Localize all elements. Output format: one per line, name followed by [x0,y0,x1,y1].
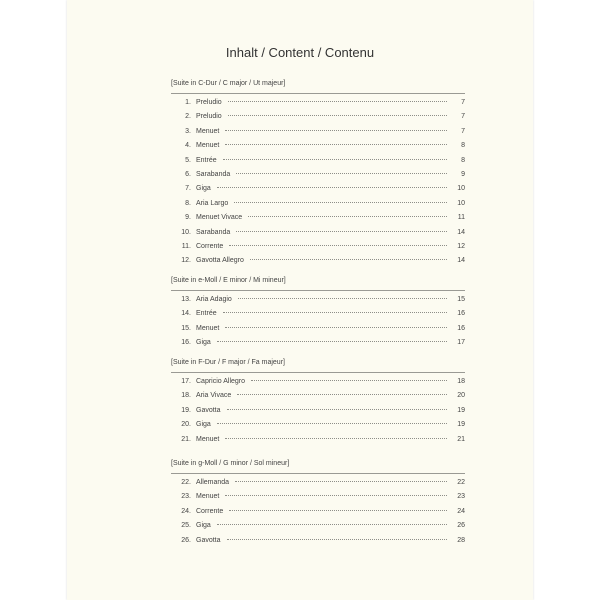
dot-leader [225,143,447,145]
toc-section [171,358,465,447]
entry-page-number: 11 [457,214,465,222]
toc-entry [171,433,465,447]
entry-number: 19. [181,406,191,414]
entry-title: Preludio [196,99,222,106]
entry-title: Aria Adagio [196,296,232,303]
page-title: Inhalt / Content / Contenu [225,45,375,60]
toc-entry [171,168,465,182]
dot-leader [248,215,447,217]
entry-title: Menuet [196,435,220,443]
dot-leader [229,509,447,511]
entry-page-number: 24 [457,507,465,515]
entry-title: Capricio Allegro [196,378,246,385]
entry-title: Menuet [196,127,220,135]
entry-title: Sarabanda [196,228,231,236]
entry-title: Corrente [196,242,224,250]
dot-leader [234,201,447,203]
toc-entry [171,96,465,110]
section-heading: [Suite in F-Dur / F major / Fa majeur] [171,358,465,373]
entry-number: 2. [185,113,191,121]
entry-page-number: 7 [461,113,465,121]
entry-title: Menuet [196,142,220,150]
toc-entry [171,110,465,124]
dot-leader [228,100,447,102]
toc-entry [171,211,465,225]
entry-page-number: 17 [457,339,465,347]
entry-page-number: 10 [457,199,465,207]
entry-title: Entrée [196,310,217,318]
toc-entry [171,375,465,389]
entry-number: 13. [181,296,191,303]
dot-leader [223,158,447,160]
entry-page-number: 7 [461,127,465,135]
toc-section [171,459,465,548]
entry-page-number: 14 [457,228,465,236]
entry-title: Gavotta [196,406,221,414]
entry-title: Aria Vivace [196,392,232,400]
toc-entry [171,534,465,548]
entry-title: Entrée [196,156,217,164]
entry-number: 10. [181,228,191,236]
toc-entry [171,125,465,139]
toc-entry [171,154,465,168]
entry-page-number: 14 [457,257,465,265]
entry-title: Giga [196,185,211,193]
dot-leader [236,230,447,232]
dot-leader [227,408,447,410]
entry-number: 5. [185,156,191,164]
dot-leader [235,480,447,482]
toc-entry [171,197,465,211]
entry-title: Gavotta [196,536,221,544]
entry-number: 26. [181,536,191,544]
entry-title: Giga [196,522,211,530]
toc-entry [171,226,465,240]
entry-number: 1. [185,99,191,106]
entry-number: 15. [181,324,191,332]
entry-number: 23. [181,493,191,501]
entry-number: 18. [181,392,191,400]
entry-page-number: 7 [461,99,465,106]
entry-number: 20. [181,421,191,429]
entry-number: 8. [185,199,191,207]
dot-leader [227,538,447,540]
dot-leader [217,523,447,525]
entry-number: 24. [181,507,191,515]
entry-title: Allemanda [196,479,230,486]
toc-entry [171,139,465,153]
toc-entry [171,336,465,350]
entry-number: 11. [181,242,191,250]
entry-page-number: 23 [457,493,465,501]
section-heading: [Suite in e-Moll / E minor / Mi mineur] [171,276,465,291]
entry-title: Menuet [196,493,220,501]
entry-page-number: 16 [457,324,465,332]
dot-leader [217,186,447,188]
entry-page-number: 19 [457,406,465,414]
toc-section [171,79,465,269]
dot-leader [217,340,447,342]
entry-number: 21. [181,435,191,443]
toc-entry [171,505,465,519]
section-heading: [Suite in g-Moll / G minor / Sol mineur] [171,459,465,474]
entry-number: 7. [185,185,191,193]
entry-number: 16. [181,339,191,347]
entry-page-number: 12 [457,242,465,250]
entry-title: Menuet Vivace [196,214,243,222]
document-page [67,0,533,600]
toc-entry [171,490,465,504]
toc-entry [171,389,465,403]
entry-title: Gavotta Allegro [196,257,244,265]
toc-entry [171,476,465,490]
dot-leader [251,379,447,381]
entry-title: Sarabanda [196,170,231,178]
entry-page-number: 8 [461,142,465,150]
dot-leader [225,437,447,439]
entry-number: 4. [185,142,191,150]
entry-page-number: 16 [457,310,465,318]
toc-section [171,276,465,351]
toc-entry [171,519,465,533]
entry-page-number: 8 [461,156,465,164]
entry-page-number: 28 [457,536,465,544]
dot-leader [225,129,447,131]
entry-title: Menuet [196,324,220,332]
toc-entry [171,307,465,321]
entry-page-number: 22 [457,479,465,486]
dot-leader [236,172,447,174]
entry-number: 17. [181,378,191,385]
entry-page-number: 20 [457,392,465,400]
entry-page-number: 10 [457,185,465,193]
entry-title: Preludio [196,113,222,121]
entry-page-number: 19 [457,421,465,429]
toc-entry [171,322,465,336]
entry-page-number: 15 [457,296,465,303]
entry-number: 9. [185,214,191,222]
entry-number: 6. [185,170,191,178]
entry-page-number: 21 [457,435,465,443]
toc-entry [171,182,465,196]
dot-leader [225,326,447,328]
dot-leader [225,494,447,496]
entry-number: 12. [181,257,191,265]
entry-number: 14. [181,310,191,318]
entry-number: 3. [185,127,191,135]
toc-entry [171,293,465,307]
dot-leader [217,422,447,424]
entry-title: Aria Largo [196,199,229,207]
entry-number: 25. [181,522,191,530]
entry-page-number: 26 [457,522,465,530]
toc-entry [171,404,465,418]
entry-title: Giga [196,421,211,429]
dot-leader [223,311,447,313]
dot-leader [238,297,447,299]
dot-leader [229,244,447,246]
entry-title: Corrente [196,507,224,515]
entry-page-number: 9 [461,170,465,178]
dot-leader [237,393,447,395]
toc-entry [171,254,465,268]
entry-title: Giga [196,339,211,347]
entry-page-number: 18 [457,378,465,385]
dot-leader [250,258,447,260]
dot-leader [228,114,447,116]
section-heading: [Suite in C-Dur / C major / Ut majeur] [171,79,465,94]
toc-entry [171,418,465,432]
entry-number: 22. [181,479,191,486]
toc-entry [171,240,465,254]
